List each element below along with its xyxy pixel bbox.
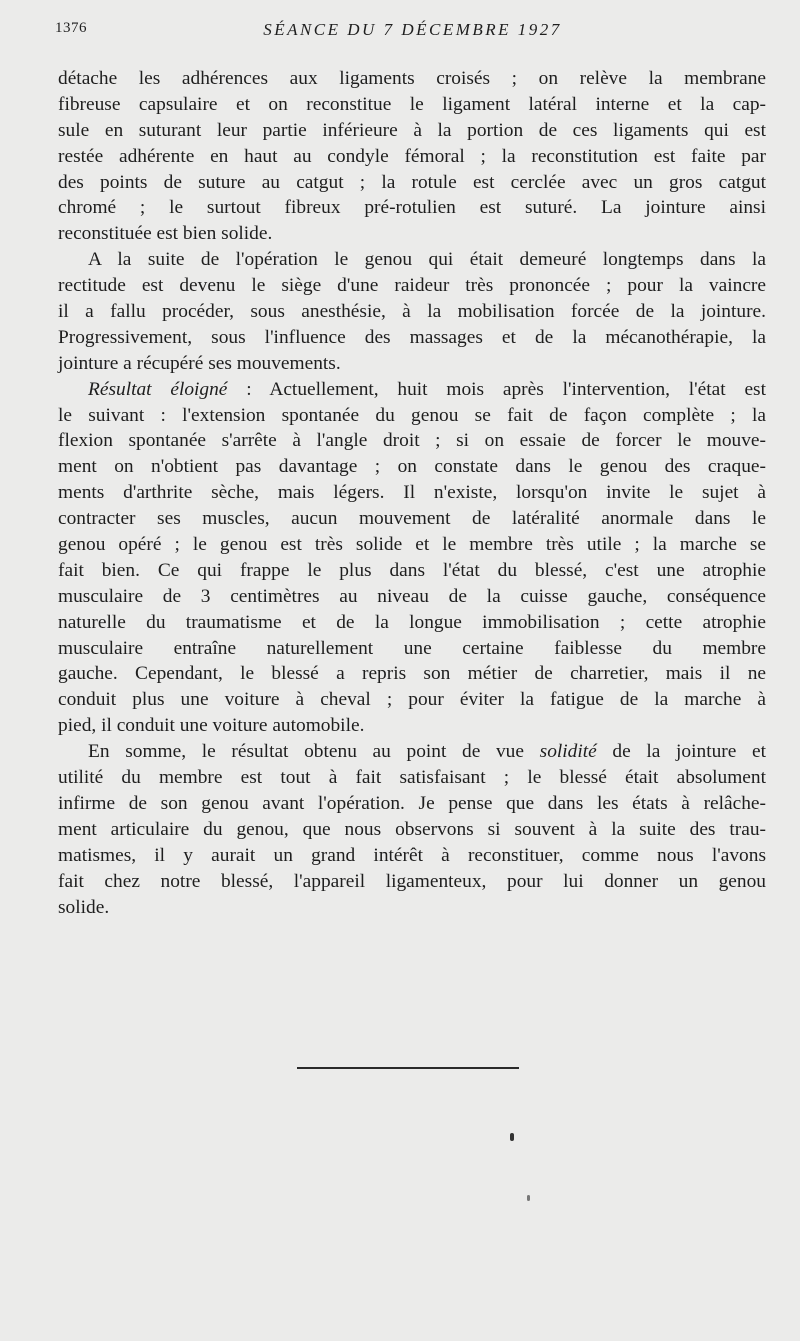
text-line: chromé ; le surtout fibreux pré-rotulien est suturé. La jointure ainsi bbox=[58, 197, 766, 219]
section-end-rule bbox=[297, 1067, 519, 1069]
text-line: reconstituée est bien solide. bbox=[58, 223, 273, 245]
ink-speck bbox=[527, 1195, 530, 1201]
emphasis-italic: solidité bbox=[539, 741, 597, 763]
text-line: contracter ses muscles, aucun mouvement de latéralité anormale dans le bbox=[58, 508, 766, 530]
text-line: Progressivement, sous l'influence des massages et de la mécanothérapie, la bbox=[58, 326, 766, 348]
text-line: genou opéré ; le genou est très solide et le membre très utile ; la marche se bbox=[58, 534, 766, 556]
text-line: sule en suturant leur partie inférieure à la portion de ces ligaments qui est bbox=[58, 119, 766, 141]
text-line: musculaire entraîne naturellement une certaine faiblesse du membre bbox=[58, 637, 766, 659]
text-line: rectitude est devenu le siège d'une raideur très prononcée ; pour la vaincre bbox=[58, 275, 766, 297]
text-line bbox=[58, 739, 766, 765]
lead-text: : Actuellement, huit mois après l'intervention, l'état est bbox=[227, 378, 766, 400]
text-line: infirme de son genou avant l'opération. Je pense que dans les états à relâche- bbox=[58, 792, 766, 814]
text-line: jointure a récupéré ses mouvements. bbox=[58, 352, 341, 374]
text-line bbox=[58, 377, 766, 403]
text-line: A la suite de l'opération le genou qui était demeuré longtemps dans la bbox=[88, 249, 766, 271]
text-line: solide. bbox=[58, 896, 110, 918]
text-line: ment articulaire du genou, que nous observons si souvent à la suite des trau- bbox=[58, 818, 766, 840]
text-line: ment on n'obtient pas davantage ; on constate dans le genou des craque- bbox=[58, 456, 766, 478]
paragraph-1 bbox=[58, 66, 766, 247]
text-line: fibreuse capsulaire et on reconstitue le ligament latéral interne et la cap- bbox=[58, 93, 766, 115]
text-line: des points de suture au catgut ; la rotule est cerclée avec un gros catgut bbox=[58, 171, 766, 193]
text-line: pied, il conduit une voiture automobile. bbox=[58, 715, 365, 737]
text-line: flexion spontanée s'arrête à l'angle droit ; si on essaie de forcer le mouve- bbox=[58, 430, 766, 452]
text-line: le suivant : l'extension spontanée du genou se fait de façon complète ; la bbox=[58, 404, 766, 426]
text-line: fait chez notre blessé, l'appareil ligamenteux, pour lui donner un genou bbox=[58, 870, 766, 892]
page-header bbox=[55, 20, 770, 46]
article-body bbox=[58, 66, 766, 920]
page-number: 1376 bbox=[55, 20, 87, 36]
text-line: matismes, il y aurait un grand intérêt à reconstituer, comme nous l'avons bbox=[58, 844, 766, 866]
text-line: naturelle du traumatisme et de la longue immobilisation ; cette atrophie bbox=[58, 611, 766, 633]
text-line: musculaire de 3 centimètres au niveau de la cuisse gauche, conséquence bbox=[58, 585, 766, 607]
text-line: fait bien. Ce qui frappe le plus dans l'état du blessé, c'est une atrophie bbox=[58, 559, 766, 581]
text-line: gauche. Cependant, le blessé a repris son métier de charretier, mais il ne bbox=[58, 663, 766, 685]
ink-speck bbox=[510, 1133, 514, 1141]
paragraph-2 bbox=[58, 247, 766, 376]
text-line: il a fallu procéder, sous anesthésie, à la mobilisation forcée de la jointure. bbox=[58, 301, 766, 323]
text-line: ments d'arthrite sèche, mais légers. Il n'existe, lorsqu'on invite le sujet à bbox=[58, 482, 766, 504]
section-lead-italic: Résultat éloigné bbox=[88, 378, 228, 400]
text-line: utilité du membre est tout à fait satisfaisant ; le blessé était absolument bbox=[58, 767, 766, 789]
paragraph-3 bbox=[58, 377, 766, 739]
lead-text: de la jointure et bbox=[596, 741, 766, 763]
paragraph-4 bbox=[58, 739, 766, 920]
lead-text: En somme, le résultat obtenu au point de vue bbox=[88, 741, 540, 763]
text-line: restée adhérente en haut au condyle fémoral ; la reconstitution est faite par bbox=[58, 145, 766, 167]
text-line: conduit plus une voiture à cheval ; pour éviter la fatigue de la marche à bbox=[58, 689, 766, 711]
running-title: SÉANCE DU 7 DÉCEMBRE 1927 bbox=[263, 20, 562, 39]
text-line: détache les adhérences aux ligaments croisés ; on relève la membrane bbox=[58, 68, 766, 89]
